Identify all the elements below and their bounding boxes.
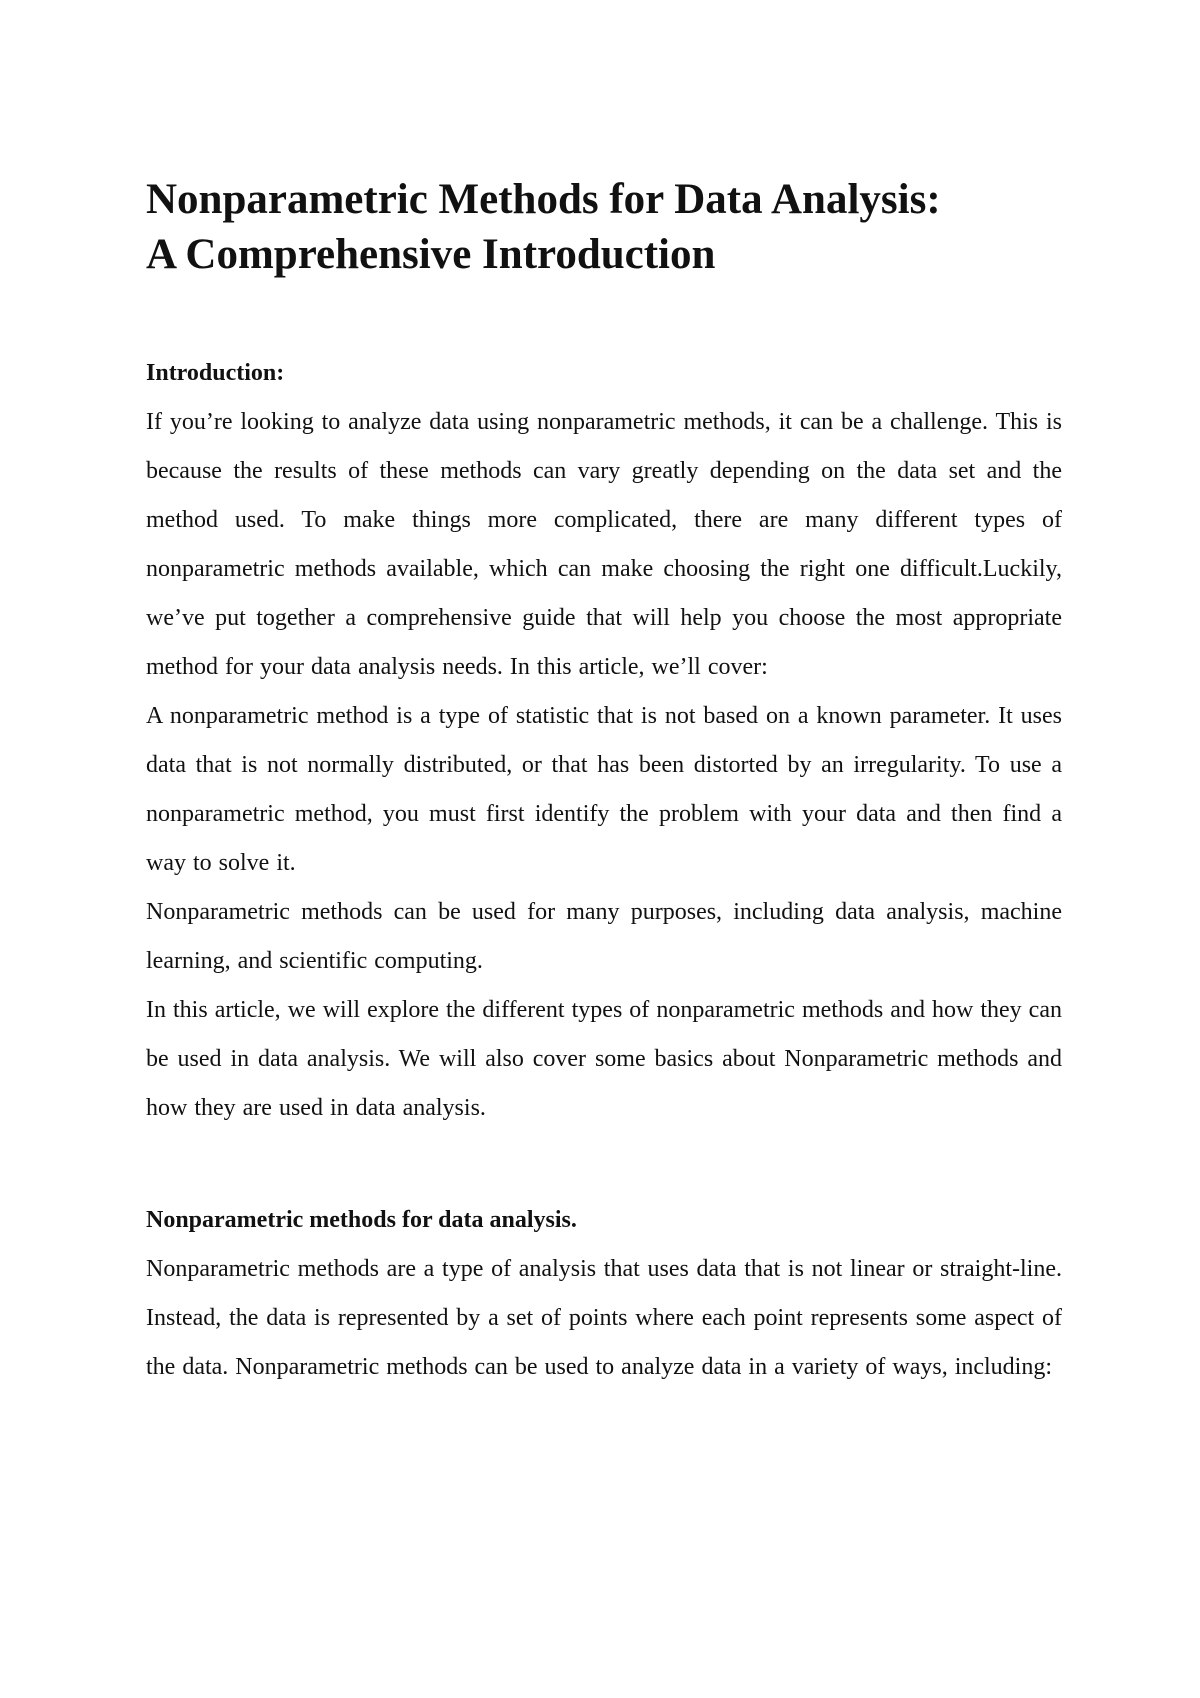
introduction-paragraph-1: If you’re looking to analyze data using nonparametric methods, it can be a challenge. This is because the results of these methods can vary greatly depending on the data set and the method used. To make things more complicated, there are many different types of nonparametric methods available, which can make choosing the right one difficult.Luckily, we’ve put together a comprehensive guide that will help you choose the most appropriate method for your data analysis needs. In this article, we’ll cover: — [146, 409, 1062, 680]
document-title-line-2: A Comprehensive Introduction — [146, 231, 716, 278]
document-content — [146, 172, 1062, 1392]
nonparametric-methods-paragraph-1: Nonparametric methods are a type of analysis that uses data that is not linear or straight-line. Instead, the data is represented by a set of points where each point represents some aspect of the data. Nonparametric methods can be used to analyze data in a variety of ways, including: — [146, 1256, 1062, 1380]
nonparametric-methods-heading: Nonparametric methods for data analysis. — [146, 1207, 577, 1233]
introduction-paragraph-3: Nonparametric methods can be used for many purposes, including data analysis, machine learning, and scientific computing. — [146, 899, 1062, 974]
introduction-paragraph-4: In this article, we will explore the different types of nonparametric methods and how they can be used in data analysis. We will also cover some basics about Nonparametric methods and how they are used in data analysis. — [146, 997, 1062, 1121]
introduction-heading: Introduction: — [146, 360, 285, 386]
document-title-line-1: Nonparametric Methods for Data Analysis: — [146, 176, 941, 223]
document-title — [146, 172, 1062, 282]
introduction-paragraph-2: A nonparametric method is a type of statistic that is not based on a known parameter. It uses data that is not normally distributed, or that has been distorted by an irregularity. To use a nonparametric method, you must first identify the problem with your data and then find a way to solve it. — [146, 703, 1062, 876]
